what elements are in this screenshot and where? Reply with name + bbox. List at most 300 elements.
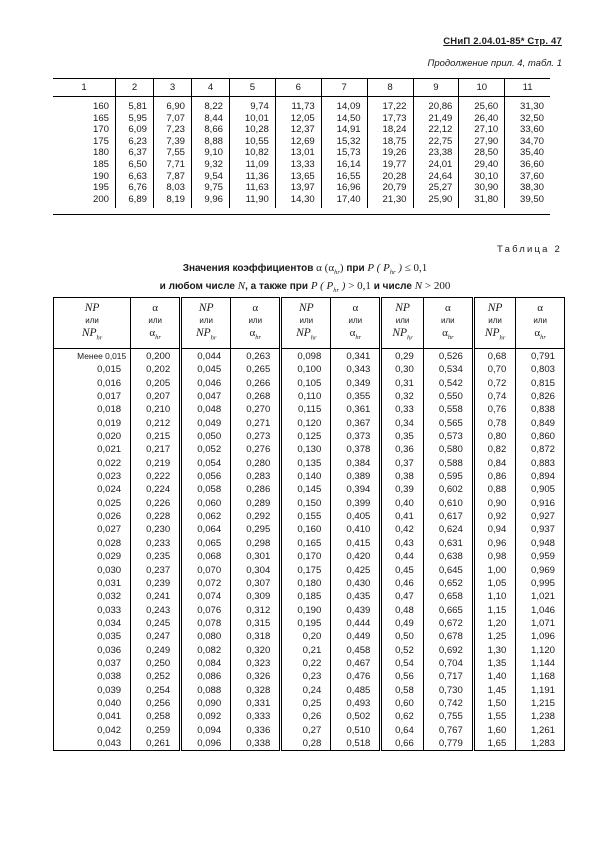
table-cell: 6,23 [116, 136, 154, 148]
table-cell: 6,63 [116, 171, 154, 183]
table-1-header-row [53, 79, 550, 97]
table-cell: 0,894 [516, 470, 565, 483]
table-cell: 0,098 [281, 349, 331, 364]
table-cell: 0,580 [423, 443, 473, 456]
table-cell: 0,326 [231, 670, 281, 683]
table-cell: 0,190 [281, 604, 331, 617]
table-cell: 0,050 [181, 430, 231, 443]
table-cell: 0,26 [281, 710, 331, 723]
table-cell: 0,032 [97, 591, 122, 603]
table-row [54, 510, 565, 523]
table-cell: 1,238 [516, 710, 565, 723]
table-cell: 0,860 [516, 430, 565, 443]
table-cell: 0,331 [231, 697, 281, 710]
table-cell: 0,78 [473, 417, 515, 430]
table-cell: 0,526 [423, 349, 473, 364]
table-cell: 0,45 [381, 564, 423, 577]
table-cell: 0,074 [181, 590, 231, 603]
table-1-col-header: 5 [230, 79, 276, 97]
table-cell: 0,200 [131, 349, 181, 364]
table-cell: 1,30 [473, 644, 515, 657]
table-cell: 19,26 [367, 147, 413, 159]
table-cell: 8,03 [154, 182, 192, 194]
table-cell: 0,021 [97, 444, 122, 456]
table-cell: 0,202 [131, 363, 181, 376]
table-cell: 0,140 [281, 470, 331, 483]
table-cell: 36,60 [505, 159, 550, 171]
table-cell: 6,50 [116, 159, 154, 171]
table-cell: 0,065 [181, 537, 231, 550]
table-cell: 0,389 [331, 470, 381, 483]
table-cell: 32,50 [505, 113, 550, 125]
table-cell: 7,87 [154, 171, 192, 183]
appendix-table-1 [53, 78, 550, 208]
table-cell: 0,717 [423, 670, 473, 683]
table-cell: 1,35 [473, 657, 515, 670]
table-cell: 0,58 [381, 684, 423, 697]
table-cell: 0,48 [381, 604, 423, 617]
table-cell: 37,60 [505, 171, 550, 183]
table-cell: 1,191 [516, 684, 565, 697]
table-cell: 29,40 [459, 159, 505, 171]
table-row [54, 403, 565, 416]
table-cell: 10,01 [230, 113, 276, 125]
table-cell: 0,338 [231, 737, 281, 751]
table-cell: 0,145 [281, 483, 331, 496]
table-cell: 13,97 [275, 182, 321, 194]
table-1-bottom-rule [53, 214, 550, 215]
table-cell: 22,12 [413, 124, 459, 136]
table-cell: 1,15 [473, 604, 515, 617]
table-cell: 0,241 [131, 590, 181, 603]
table-1-col-header: 3 [154, 79, 192, 97]
table-cell: 0,276 [231, 443, 281, 456]
table-cell: 16,55 [321, 171, 367, 183]
table-row [53, 147, 550, 159]
table-cell: 11,90 [230, 194, 276, 209]
table-cell: 11,36 [230, 171, 276, 183]
table-cell: 0,195 [281, 617, 331, 630]
table-cell: 0,333 [231, 710, 281, 723]
table-cell: 7,39 [154, 136, 192, 148]
table-cell: 0,280 [231, 457, 281, 470]
table-1-col-header: 8 [367, 79, 413, 97]
table-cell: 6,76 [116, 182, 154, 194]
title-text-4: и числе [373, 280, 412, 292]
table-cell: 5,81 [116, 97, 154, 113]
table-cell: 23,38 [413, 147, 459, 159]
table-cell: 0,239 [131, 577, 181, 590]
table-row [54, 390, 565, 403]
table-cell: 6,90 [154, 97, 192, 113]
table-cell: 1,45 [473, 684, 515, 697]
title-n-1: N [237, 279, 246, 292]
title-text-1: Значения коэффициентов [182, 263, 314, 274]
table-cell: 0,096 [181, 737, 231, 751]
table-cell: 0,323 [231, 657, 281, 670]
table-cell: 1,120 [516, 644, 565, 657]
table-row [53, 124, 550, 136]
table-cell: 185 [92, 158, 109, 170]
table-cell: 19,77 [367, 159, 413, 171]
table-cell: 0,493 [331, 697, 381, 710]
table-cell: 24,01 [413, 159, 459, 171]
table-cell: 0,550 [423, 390, 473, 403]
table-cell: 8,19 [154, 194, 192, 209]
table-cell: 0,588 [423, 457, 473, 470]
table-cell: 0,328 [231, 684, 281, 697]
table-cell: 15,73 [321, 147, 367, 159]
table-cell: 9,74 [230, 97, 276, 113]
table-cell: 0,052 [181, 443, 231, 456]
table-cell: 0,24 [281, 684, 331, 697]
table-cell: 0,373 [331, 430, 381, 443]
table-cell: 1,65 [473, 737, 515, 751]
table-1-col-header: 7 [321, 79, 367, 97]
table-cell: 0,019 [97, 417, 122, 429]
table-row [54, 644, 565, 657]
title-inequality-2: > 0,1 [345, 279, 371, 292]
table-cell: 0,247 [131, 630, 181, 643]
table-cell: 0,43 [381, 537, 423, 550]
table-cell: 0,252 [131, 670, 181, 683]
table-2-title-line-1 [0, 262, 610, 280]
table-cell: 0,318 [231, 630, 281, 643]
table-cell: 0,435 [331, 590, 381, 603]
table-cell: 0,70 [473, 363, 515, 376]
table-cell: 0,665 [423, 604, 473, 617]
table-cell: 0,42 [381, 523, 423, 536]
table-2-container [53, 297, 565, 751]
table-cell: 0,235 [131, 550, 181, 563]
table-cell: 1,10 [473, 590, 515, 603]
table-cell: 9,32 [192, 159, 230, 171]
title-pri-1: при [346, 263, 368, 274]
table-cell: 0,048 [181, 403, 231, 416]
table-cell: 0,948 [516, 537, 565, 550]
table-cell: 0,32 [381, 390, 423, 403]
continuation-note: Продолжение прил. 4, табл. 1 [427, 58, 562, 69]
title-p-group-2: P ( $P_{hr}$ ) [310, 279, 346, 294]
table-2-header [54, 298, 565, 349]
table-2-col-header-np: NP или $NP_{hr}$ [281, 298, 331, 349]
table-cell: 24,64 [413, 171, 459, 183]
table-cell: 0,022 [97, 457, 122, 469]
table-cell: 10,82 [230, 147, 276, 159]
table-2-body [54, 349, 565, 751]
table-cell: 0,336 [231, 724, 281, 737]
table-row [54, 470, 565, 483]
table-2-col-header-alpha: α или $\alpha_{hr}$ [516, 298, 565, 349]
table-cell: 18,24 [367, 124, 413, 136]
table-cell: 30,90 [459, 182, 505, 194]
table-cell: 13,65 [275, 171, 321, 183]
table-cell: 0,286 [231, 483, 281, 496]
table-cell: 1,261 [516, 724, 565, 737]
table-1-body [53, 97, 550, 209]
table-cell: 0,135 [281, 457, 331, 470]
table-row [54, 349, 565, 364]
table-cell: 0,070 [181, 564, 231, 577]
table-cell: 0,22 [281, 657, 331, 670]
table-cell: 160 [92, 101, 109, 112]
table-cell: 0,367 [331, 417, 381, 430]
table-cell: 7,71 [154, 159, 192, 171]
table-cell: 25,60 [459, 97, 505, 113]
table-cell: 0,219 [131, 457, 181, 470]
table-cell: 0,036 [97, 644, 122, 656]
table-cell: 0,399 [331, 497, 381, 510]
table-cell: 0,449 [331, 630, 381, 643]
title-text-3: , а также при [245, 280, 309, 292]
table-cell: 22,75 [413, 136, 459, 148]
table-2-col-header-alpha: α или $\alpha_{hr}$ [331, 298, 381, 349]
table-cell: 0,41 [381, 510, 423, 523]
table-cell: 0,030 [97, 564, 122, 576]
table-cell: 1,05 [473, 577, 515, 590]
table-cell: 33,60 [505, 124, 550, 136]
table-cell: 9,10 [192, 147, 230, 159]
table-cell: 1,40 [473, 670, 515, 683]
table-cell: 0,98 [473, 550, 515, 563]
table-cell: 0,510 [331, 724, 381, 737]
table-cell: 13,01 [275, 147, 321, 159]
table-cell: 0,476 [331, 670, 381, 683]
table-2-header-row [54, 298, 565, 349]
table-cell: 0,315 [231, 617, 281, 630]
table-cell: 0,125 [281, 430, 331, 443]
table-cell: 0,023 [97, 471, 122, 483]
table-row [54, 537, 565, 550]
table-cell: 1,096 [516, 630, 565, 643]
table-cell: 0,230 [131, 523, 181, 536]
table-cell: 0,046 [181, 377, 231, 390]
table-cell: 12,69 [275, 136, 321, 148]
table-cell: 0,34 [381, 417, 423, 430]
table-cell: 17,73 [367, 113, 413, 125]
table-cell: 0,224 [131, 483, 181, 496]
table-cell: 0,024 [97, 484, 122, 496]
table-cell: 16,14 [321, 159, 367, 171]
table-cell: 0,210 [131, 403, 181, 416]
table-cell: 0,534 [423, 363, 473, 376]
table-1-col-header: 1 [53, 79, 116, 97]
table-cell: 0,228 [131, 510, 181, 523]
table-cell: 0,31 [381, 377, 423, 390]
table-cell: 11,73 [275, 97, 321, 113]
table-cell: 0,205 [131, 377, 181, 390]
table-row [54, 710, 565, 723]
table-cell: 165 [92, 112, 109, 124]
table-cell: 0,826 [516, 390, 565, 403]
table-cell: 0,341 [331, 349, 381, 364]
table-1-col-header: 9 [413, 79, 459, 97]
table-cell: 0,39 [381, 483, 423, 496]
table-cell: 0,301 [231, 550, 281, 563]
table-row [54, 630, 565, 643]
table-cell: 0,415 [331, 537, 381, 550]
table-cell: 0,049 [181, 417, 231, 430]
table-cell: 0,160 [281, 523, 331, 536]
table-cell: 0,937 [516, 523, 565, 536]
table-cell: Менее 0,015 [77, 351, 127, 361]
table-cell: 0,80 [473, 430, 515, 443]
table-cell: 0,343 [331, 363, 381, 376]
table-cell: 17,40 [321, 194, 367, 209]
table-cell: 17,22 [367, 97, 413, 113]
table-cell: 0,384 [331, 457, 381, 470]
table-cell: 0,245 [131, 617, 181, 630]
table-cell: 12,05 [275, 113, 321, 125]
table-cell: 0,27 [281, 724, 331, 737]
table-2-title-line-2 [0, 280, 610, 298]
table-cell: 20,86 [413, 97, 459, 113]
table-row [54, 457, 565, 470]
table-cell: 0,742 [423, 697, 473, 710]
table-cell: 0,410 [331, 523, 381, 536]
table-cell: 35,40 [505, 147, 550, 159]
table-cell: 0,015 [97, 364, 122, 376]
table-cell: 0,263 [231, 349, 281, 364]
table-cell: 0,40 [381, 497, 423, 510]
table-cell: 170 [92, 124, 109, 136]
table-cell: 0,959 [516, 550, 565, 563]
table-cell: 0,995 [516, 577, 565, 590]
table-cell: 0,076 [181, 604, 231, 617]
table-1-col-header: 2 [116, 79, 154, 97]
table-cell: 195 [92, 182, 109, 194]
table-cell: 8,44 [192, 113, 230, 125]
table-row [54, 604, 565, 617]
table-cell: 0,50 [381, 630, 423, 643]
table-cell: 0,092 [181, 710, 231, 723]
table-cell: 0,237 [131, 564, 181, 577]
table-cell: 39,50 [505, 194, 550, 209]
table-cell: 0,072 [181, 577, 231, 590]
table-cell: 0,259 [131, 724, 181, 737]
table-cell: 0,37 [381, 457, 423, 470]
table-cell: 0,034 [97, 617, 122, 629]
table-cell: 1,215 [516, 697, 565, 710]
table-cell: 0,094 [181, 724, 231, 737]
table-cell: 14,09 [321, 97, 367, 113]
table-cell: 0,027 [97, 524, 122, 536]
table-cell: 0,155 [281, 510, 331, 523]
table-cell: 0,573 [423, 430, 473, 443]
table-cell: 0,320 [231, 644, 281, 657]
table-cell: 0,678 [423, 630, 473, 643]
table-cell: 0,180 [281, 577, 331, 590]
table-cell: 0,849 [516, 417, 565, 430]
table-cell: 0,268 [231, 390, 281, 403]
table-cell: 0,35 [381, 430, 423, 443]
table-cell: 0,233 [131, 537, 181, 550]
table-row [54, 684, 565, 697]
table-cell: 0,652 [423, 577, 473, 590]
table-cell: 0,222 [131, 470, 181, 483]
table-cell: 0,265 [231, 363, 281, 376]
table-cell: 0,064 [181, 523, 231, 536]
table-cell: 0,420 [331, 550, 381, 563]
table-row [54, 523, 565, 536]
table-cell: 0,927 [516, 510, 565, 523]
table-cell: 0,212 [131, 417, 181, 430]
table-cell: 0,054 [181, 457, 231, 470]
table-row [54, 417, 565, 430]
table-cell: 14,30 [275, 194, 321, 209]
table-cell: 0,207 [131, 390, 181, 403]
table-cell: 1,021 [516, 590, 565, 603]
table-cell: 15,32 [321, 136, 367, 148]
table-cell: 0,088 [181, 684, 231, 697]
table-cell: 1,046 [516, 604, 565, 617]
table-cell: 0,883 [516, 457, 565, 470]
table-2-col-header-alpha: α или $\alpha_{hr}$ [423, 298, 473, 349]
table-cell: 34,70 [505, 136, 550, 148]
table-cell: 0,217 [131, 443, 181, 456]
table-cell: 0,037 [97, 657, 122, 669]
table-1-col-header: 10 [459, 79, 505, 97]
table-cell: 0,872 [516, 443, 565, 456]
table-cell: 0,271 [231, 417, 281, 430]
table-cell: 0,558 [423, 403, 473, 416]
table-cell: 6,89 [116, 194, 154, 209]
table-row [53, 171, 550, 183]
table-cell: 0,82 [473, 443, 515, 456]
table-row [53, 97, 550, 113]
table-row [53, 136, 550, 148]
table-cell: 0,254 [131, 684, 181, 697]
table-cell: 0,249 [131, 644, 181, 657]
table-row [54, 483, 565, 496]
table-row [54, 564, 565, 577]
table-cell: 0,20 [281, 630, 331, 643]
table-cell: 0,439 [331, 604, 381, 617]
table-cell: 0,96 [473, 537, 515, 550]
table-cell: 0,082 [181, 644, 231, 657]
table-cell: 0,062 [181, 510, 231, 523]
table-cell: 0,018 [97, 404, 122, 416]
table-cell: 175 [92, 135, 109, 147]
table-2-col-header-np: NP или $NP_{hr}$ [181, 298, 231, 349]
table-cell: 0,060 [181, 497, 231, 510]
table-cell: 10,28 [230, 124, 276, 136]
table-cell: 6,09 [116, 124, 154, 136]
table-cell: 0,467 [331, 657, 381, 670]
table-cell: 0,631 [423, 537, 473, 550]
table-cell: 0,150 [281, 497, 331, 510]
table-cell: 0,040 [97, 697, 122, 709]
table-2-col-header-np: NP или $NP_{hr}$ [54, 298, 131, 349]
title-text-2: и любом числе [159, 280, 235, 292]
table-row [54, 724, 565, 737]
table-cell: 0,078 [181, 617, 231, 630]
table-cell: 0,838 [516, 403, 565, 416]
table-cell: 0,704 [423, 657, 473, 670]
table-cell: 0,624 [423, 523, 473, 536]
table-cell: 0,361 [331, 403, 381, 416]
table-cell: 1,071 [516, 617, 565, 630]
table-cell: 31,80 [459, 194, 505, 209]
table-cell: 6,37 [116, 147, 154, 159]
table-cell: 16,96 [321, 182, 367, 194]
table-cell: 7,07 [154, 113, 192, 125]
title-n-2: N [414, 279, 423, 292]
table-cell: 0,289 [231, 497, 281, 510]
table-1-col-header: 6 [275, 79, 321, 97]
table-cell: 0,502 [331, 710, 381, 723]
table-cell: 200 [92, 193, 109, 205]
